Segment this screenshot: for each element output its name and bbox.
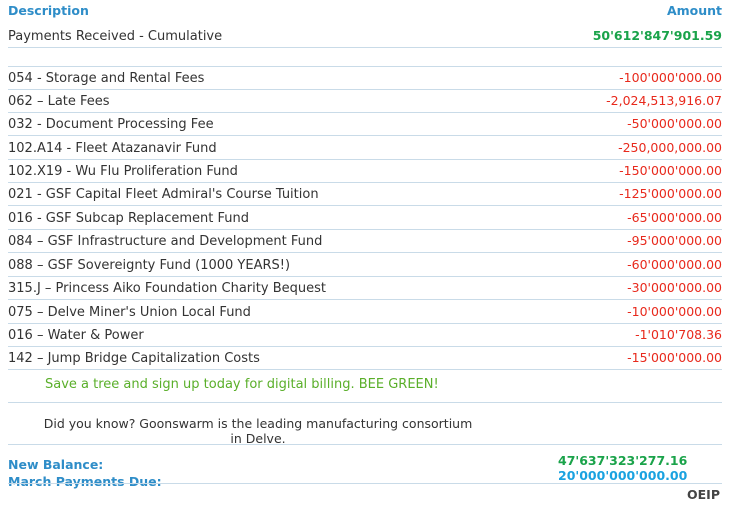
fact-line: Did you know? Goonswarm is the leading manufacturing consortium [43,416,473,431]
line-item-row [8,66,722,90]
line-item-row [8,229,722,253]
line-item-amount: -60'000'000.00 [627,257,722,272]
amount-header: Amount [666,3,722,18]
line-item-amount: -65'000'000.00 [627,210,722,225]
line-item-row [8,182,722,206]
promo-message: Save a tree and sign up today for digital billing. BEE GREEN! [45,377,439,392]
line-item-label: 016 – Water & Power [8,328,144,343]
line-item-amount: -15'000'000.00 [627,350,722,365]
line-item-amount: -150'000'000.00 [619,163,722,178]
line-item-label: 142 – Jump Bridge Capitalization Costs [8,351,260,366]
line-item-label: 062 – Late Fees [8,94,110,109]
line-item-row [8,253,722,277]
payments-due-label: March Payments Due: [8,474,162,489]
line-item-label: 102.A14 - Fleet Atazanavir Fund [8,141,217,156]
line-item-row [8,89,722,113]
line-item-amount: -1'010'708.36 [635,327,722,342]
footer-divider [8,483,722,484]
fact-line: in Delve. [230,431,286,446]
line-item-row [8,323,722,347]
line-item-amount: -10'000'000.00 [627,304,722,319]
promo-divider [8,402,722,403]
line-item-amount: -250,000,000.00 [618,140,722,155]
line-item-row [8,159,722,183]
line-item-label: 315.J – Princess Aiko Foundation Charity Bequest [8,281,326,296]
line-item-label: 075 – Delve Miner's Union Local Fund [8,305,251,320]
payments-received-label: Payments Received - Cumulative [8,29,223,44]
payments-received-row [8,24,722,48]
line-item-label: 102.X19 - Wu Flu Proliferation Fund [8,164,238,179]
line-item-label: 088 – GSF Sovereignty Fund (1000 YEARS!) [8,258,291,273]
line-item-row [8,276,722,300]
line-item-label: 032 - Document Processing Fee [8,117,214,132]
new-balance-label: New Balance: [8,457,104,472]
fact-box [18,416,498,446]
description-header: Description [8,3,89,18]
payments-received-amount: 50'612'847'901.59 [592,28,722,43]
line-item-row [8,136,722,160]
line-item-amount: -50'000'000.00 [627,116,722,131]
line-item-label: 021 - GSF Capital Fleet Admiral's Course Tuition [8,187,319,202]
line-item-row [8,206,722,230]
line-item-amount: -95'000'000.00 [627,233,722,248]
footer-code: OEIP [687,487,720,502]
line-item-label: 084 – GSF Infrastructure and Development Fund [8,234,323,249]
line-item-amount: -30'000'000.00 [627,280,722,295]
line-item-label: 054 - Storage and Rental Fees [8,71,205,86]
line-item-amount: -125'000'000.00 [619,186,722,201]
line-item-row [8,346,722,370]
new-balance-value: 47'637'323'277.16 [558,453,688,468]
summary-divider [8,444,722,445]
line-item-label: 016 - GSF Subcap Replacement Fund [8,211,249,226]
line-item-amount: -2,024,513,916.07 [606,93,722,108]
line-item-amount: -100'000'000.00 [619,70,722,85]
payments-due-value: 20'000'000'000.00 [558,468,688,483]
line-item-row [8,112,722,136]
line-item-row [8,300,722,324]
